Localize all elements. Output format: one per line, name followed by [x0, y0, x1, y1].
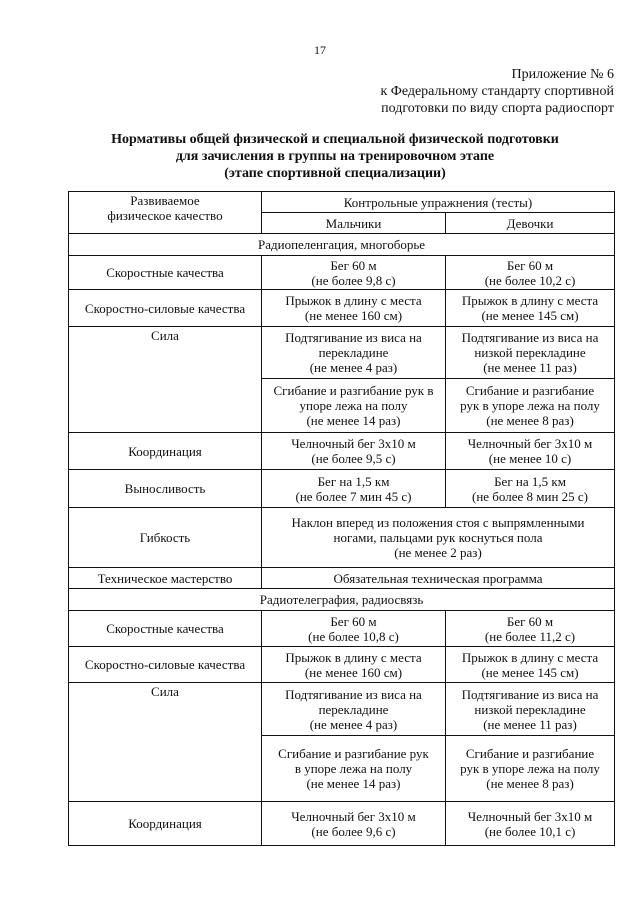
- cell-line: Сгибание и разгибание рук: [278, 746, 429, 761]
- table-row: [69, 256, 615, 290]
- header-quality-line: физическое качество: [107, 208, 223, 223]
- cell-line: ногами, пальцами рук коснуться пола: [333, 530, 543, 545]
- cell-line: Бег на 1,5 км: [317, 473, 390, 489]
- table-row: [69, 470, 615, 508]
- cell-line: (не более 10,2 с): [484, 272, 576, 288]
- quality-cell: Техническое мастерство: [69, 568, 262, 589]
- cell-line: (не менее 160 см): [304, 664, 403, 680]
- table-row: [69, 508, 615, 568]
- cell-line: Бег на 1,5 км: [494, 473, 566, 489]
- cell-line: Сгибание и разгибание рук в: [273, 383, 434, 398]
- cell-line: Бег 60 м: [330, 257, 377, 273]
- girls-cell: [446, 470, 615, 508]
- cell-line: Подтягивание из виса на: [461, 330, 599, 345]
- boys-cell: [262, 611, 446, 647]
- section-title-row: [69, 234, 615, 256]
- girls-cell: [446, 736, 615, 802]
- quality-cell: Координация: [69, 802, 262, 846]
- table-row: [69, 327, 615, 379]
- cell-line: Сгибание и разгибание: [465, 383, 595, 398]
- boys-cell: [262, 470, 446, 508]
- cell-line: упоре лежа на полу: [299, 398, 408, 413]
- cell-line: Челночный бег 3х10 м: [291, 808, 416, 824]
- boys-cell: [262, 290, 446, 327]
- cell-line: низкой перекладине: [474, 345, 586, 360]
- cell-line: Подтягивание из виса на: [461, 686, 599, 702]
- cell-line: Челночный бег 3х10 м: [291, 436, 416, 451]
- header-tests: Контрольные упражнения (тесты): [262, 192, 615, 213]
- header-girls: Девочки: [446, 213, 615, 234]
- boys-cell: [262, 647, 446, 683]
- cell-line: (не менее 14 раз): [306, 413, 401, 428]
- cell-line: Бег 60 м: [330, 613, 377, 629]
- both-cell: Обязательная техническая программа: [262, 568, 615, 589]
- cell-line: в упоре лежа на полу: [294, 761, 413, 776]
- boys-cell: [262, 802, 446, 846]
- cell-line: (не более 11,2 с): [484, 628, 576, 644]
- cell-line: (не более 10,1 с): [484, 823, 576, 839]
- title-line: для зачисления в группы на тренировочном этапе: [175, 149, 495, 164]
- table-row: [69, 802, 615, 846]
- cell-line: (не менее 4 раз): [309, 360, 398, 375]
- cell-line: Прыжок в длину с места: [285, 649, 422, 665]
- cell-line: Наклон вперед из положения стоя с выпрямленными: [291, 515, 585, 530]
- appendix-line: подготовки по виду спорта радиоспорт: [381, 101, 614, 116]
- girls-cell: [446, 290, 615, 327]
- quality-cell: Скоростные качества: [69, 611, 262, 647]
- girls-cell: [446, 433, 615, 470]
- header-boys: Мальчики: [262, 213, 446, 234]
- girls-cell: [446, 647, 615, 683]
- quality-cell: Сила: [69, 327, 262, 433]
- both-cell: [262, 508, 615, 568]
- cell-line: (не более 9,6 с): [311, 823, 396, 839]
- cell-line: перекладине: [318, 345, 389, 360]
- table-row: [69, 568, 615, 589]
- quality-cell: Скоростно-силовые качества: [69, 647, 262, 683]
- table-row: [69, 611, 615, 647]
- cell-line: (не менее 10 с): [488, 451, 572, 466]
- cell-line: (не менее 8 раз): [486, 413, 574, 428]
- cell-line: Челночный бег 3х10 м: [467, 436, 593, 451]
- page-number: 17: [314, 43, 326, 57]
- boys-cell: [262, 736, 446, 802]
- girls-cell: [446, 611, 615, 647]
- title-line: Нормативы общей физической и специальной физической подготовки: [111, 132, 559, 147]
- cell-line: (не более 8 мин 25 с): [471, 488, 589, 504]
- cell-line: рук в упоре лежа на полу: [460, 761, 600, 776]
- cell-line: Челночный бег 3х10 м: [467, 808, 593, 824]
- cell-line: Сгибание и разгибание: [465, 746, 595, 761]
- girls-cell: [446, 327, 615, 379]
- quality-cell: Выносливость: [69, 470, 262, 508]
- cell-line: Бег 60 м: [506, 613, 554, 629]
- boys-cell: [262, 683, 446, 736]
- table-row: [69, 290, 615, 327]
- cell-line: (не более 9,8 с): [311, 272, 396, 288]
- cell-line: (не менее 11 раз): [483, 716, 577, 732]
- cell-line: Прыжок в длину с места: [461, 293, 599, 308]
- cell-line: Прыжок в длину с места: [461, 649, 599, 665]
- boys-cell: [262, 327, 446, 379]
- girls-cell: [446, 256, 615, 290]
- appendix-line: Приложение № 6: [511, 67, 614, 82]
- cell-line: (не менее 8 раз): [486, 776, 574, 791]
- title-line: (этапе спортивной специализации): [224, 166, 446, 181]
- girls-cell: [446, 379, 615, 433]
- section-title: Радиотелеграфия, радиосвязь: [69, 589, 615, 611]
- table-row: [69, 433, 615, 470]
- cell-line: (не менее 4 раз): [309, 716, 398, 732]
- section-title-row: [69, 589, 615, 611]
- cell-line: (не менее 145 см): [481, 308, 579, 323]
- document-title: [60, 131, 610, 182]
- cell-line: Подтягивание из виса на: [285, 330, 422, 345]
- cell-line: (не менее 14 раз): [306, 776, 401, 791]
- cell-line: Бег 60 м: [506, 257, 554, 273]
- quality-cell: Скоростно-силовые качества: [69, 290, 262, 327]
- cell-line: (не более 7 мин 45 с): [295, 488, 412, 504]
- section-title: Радиопеленгация, многоборье: [69, 234, 615, 256]
- cell-line: рук в упоре лежа на полу: [460, 398, 600, 413]
- table-row: [69, 647, 615, 683]
- girls-cell: [446, 683, 615, 736]
- table-row: [69, 683, 615, 736]
- table-header-row: [69, 192, 615, 213]
- cell-line: перекладине: [318, 701, 389, 717]
- header-quality-line: Развиваемое: [130, 193, 200, 208]
- cell-line: (не менее 145 см): [481, 664, 579, 680]
- boys-cell: [262, 256, 446, 290]
- cell-line: (не менее 2 раз): [394, 545, 482, 560]
- header-quality: [69, 192, 262, 234]
- cell-line: (не более 10,8 с): [308, 628, 399, 644]
- appendix-line: к Федеральному стандарту спортивной: [380, 84, 614, 99]
- norms-table: [68, 191, 615, 846]
- cell-line: Прыжок в длину с места: [285, 293, 422, 308]
- cell-line: (не более 9,5 с): [311, 451, 396, 466]
- quality-cell: Сила: [69, 683, 262, 802]
- quality-cell: Гибкость: [69, 508, 262, 568]
- quality-cell: Скоростные качества: [69, 256, 262, 290]
- cell-line: (не менее 160 см): [304, 308, 403, 323]
- boys-cell: [262, 433, 446, 470]
- cell-line: (не менее 11 раз): [483, 360, 577, 375]
- girls-cell: [446, 802, 615, 846]
- cell-line: низкой перекладине: [474, 701, 586, 717]
- cell-line: Подтягивание из виса на: [285, 686, 422, 702]
- appendix-note: [380, 66, 614, 117]
- boys-cell: [262, 379, 446, 433]
- quality-cell: Координация: [69, 433, 262, 470]
